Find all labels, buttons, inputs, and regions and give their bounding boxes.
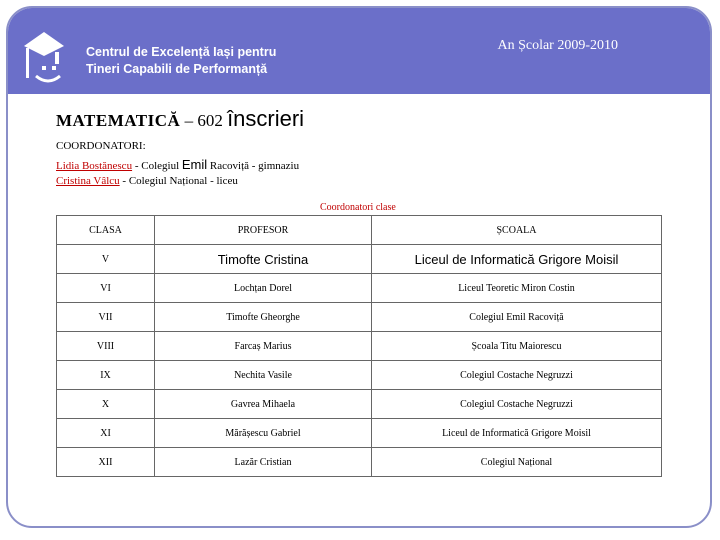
- school-cell: Colegiul Național: [372, 448, 662, 477]
- coordinator-line: [56, 175, 238, 187]
- org-line-1: Centrul de Excelență Iași pentru: [86, 45, 277, 59]
- school-cell: Colegiul Costache Negruzzi: [372, 361, 662, 390]
- org-name: [86, 44, 276, 78]
- coordinator-school-big: Emil: [181, 157, 208, 172]
- school-cell: Liceul Teoretic Miron Costin: [372, 274, 662, 303]
- title-count: 602: [197, 111, 223, 130]
- classes-heading: Coordonatori clase: [320, 202, 396, 213]
- table-row: [57, 390, 662, 419]
- table-row: [57, 419, 662, 448]
- coordinator-line: [56, 157, 299, 172]
- table-row: [57, 332, 662, 361]
- teacher-cell: Timofte Gheorghe: [155, 303, 372, 332]
- coordinator-school: - Colegiul: [132, 160, 182, 172]
- title-word: înscrieri: [227, 106, 305, 131]
- title-subject: MATEMATICĂ: [56, 111, 181, 130]
- header-cell-teacher: PROFESOR: [155, 216, 372, 245]
- class-cell: VII: [57, 303, 155, 332]
- header-cell-class: CLASA: [57, 216, 155, 245]
- table-row: [57, 361, 662, 390]
- table-row: [57, 274, 662, 303]
- teacher-cell: Lochțan Dorel: [155, 274, 372, 303]
- table-row: [57, 245, 662, 274]
- coordinators-heading: COORDONATORI:: [56, 140, 146, 152]
- classes-table: [56, 215, 662, 477]
- teacher-cell: Mărășescu Gabriel: [155, 419, 372, 448]
- coordinator-school-tail: Racoviță - gimnaziu: [207, 160, 300, 172]
- school-cell: Școala Titu Maiorescu: [372, 332, 662, 361]
- teacher-cell: Nechita Vasile: [155, 361, 372, 390]
- school-cell: Colegiul Costache Negruzzi: [372, 390, 662, 419]
- page-title: [56, 106, 304, 132]
- school-cell: Liceul de Informatică Grigore Moisil: [372, 245, 662, 274]
- table-header-row: [57, 216, 662, 245]
- class-cell: XII: [57, 448, 155, 477]
- header-banner: [8, 8, 710, 94]
- school-cell: Colegiul Emil Racoviță: [372, 303, 662, 332]
- teacher-cell: Gavrea Mihaela: [155, 390, 372, 419]
- graduation-cap-face-icon: [22, 26, 64, 88]
- class-cell: X: [57, 390, 155, 419]
- class-cell: IX: [57, 361, 155, 390]
- teacher-cell: Farcaș Marius: [155, 332, 372, 361]
- coordinator-name: Cristina Vâlcu: [56, 175, 120, 187]
- teacher-cell: Timofte Cristina: [155, 245, 372, 274]
- header-cell-school: ȘCOALA: [372, 216, 662, 245]
- class-cell: V: [57, 245, 155, 274]
- teacher-cell: Lazăr Cristian: [155, 448, 372, 477]
- school-year: An Școlar 2009-2010: [497, 38, 618, 53]
- coordinator-name: Lidia Bostănescu: [56, 160, 133, 172]
- class-cell: VI: [57, 274, 155, 303]
- school-cell: Liceul de Informatică Grigore Moisil: [372, 419, 662, 448]
- table-row: [57, 303, 662, 332]
- class-cell: XI: [57, 419, 155, 448]
- class-cell: VIII: [57, 332, 155, 361]
- org-line-2: Tineri Capabili de Performanță: [86, 62, 268, 76]
- table-row: [57, 448, 662, 477]
- coordinator-school: - Colegiul Național - liceu: [119, 175, 238, 187]
- title-dash: –: [184, 111, 194, 130]
